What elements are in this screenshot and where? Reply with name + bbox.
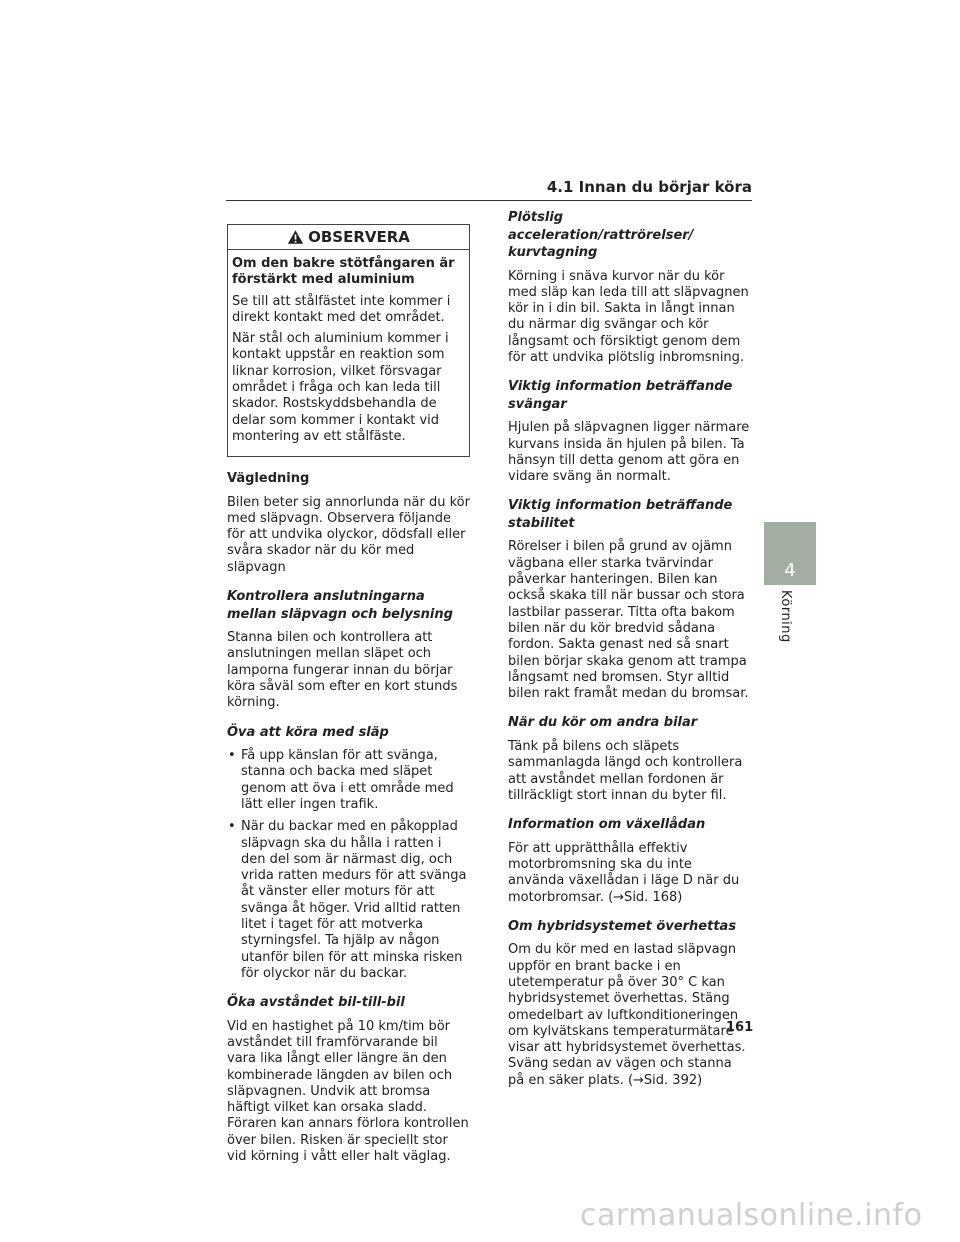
- body-paragraph: För att upprätthålla effektiv motorbromsning ska du inte använda växellådan i läge D när du motorbromsar. (→Sid. 168): [508, 840, 740, 905]
- warning-paragraph: När stål och aluminium kommer i kontakt uppstår en reaktion som liknar korrosion, vilket försvagar området i fråga och kan leda till skador. Rostskyddsbehandla de delar som kommer i kontakt vid montering av ett stålfäste.: [232, 331, 449, 444]
- subheading: När du kör om andra bilar: [508, 715, 698, 731]
- body-paragraph: Vid en hastighet på 10 km/tim bör avståndet till framförvarande bil vara lika långt eller längre än den kombinerade längden av bilen och släpvagnen. Undvik att bromsa häftigt vilket kan orsaka sladd. Föraren kan annars förlora kontrollen över bilen. Risken är speciellt stor vid körning i vått eller halt väglag.: [227, 1018, 469, 1165]
- body-paragraph: Körning i snäva kurvor när du kör med släp kan leda till att släpvagnen kör in i din bil. Sakta in långt innan du närmar dig svängar och kör långsamt och försiktigt genom dem för att undvika plötslig inbromsning.: [508, 268, 749, 365]
- right-column: [508, 209, 754, 1094]
- body-paragraph: Hjulen på släpvagnen ligger närmare kurvans insida än hjulen på bilen. Ta hänsyn till detta genom att göra en vidare sväng än normalt.: [508, 420, 750, 485]
- chapter-number: 4: [784, 560, 796, 581]
- subheading: Information om växellådan: [508, 817, 706, 833]
- section-title: Vägledning: [227, 471, 310, 487]
- section-header-title: 4.1 Innan du börjar köra: [546, 178, 752, 196]
- subheading: Viktig information beträffande svängar: [508, 379, 733, 412]
- body-paragraph: Rörelser i bilen på grund av ojämn vägbana eller starka tvärvindar påverkar hanteringen. Bilen kan också skaka till när bussar och stora lastbilar passerar. Titta ofta bakom bilen när du kör bredvid sådana fordon. Sakta genast ned så snart bilen börjar skaka genom att trampa långsamt ned bromsen. Styr alltid bilen rakt framåt medan du bromsar.: [508, 539, 749, 702]
- subheading: Om hybridsystemet överhettas: [508, 918, 737, 934]
- chapter-label-container: [764, 590, 816, 690]
- subheading: Öka avståndet bil-till-bil: [227, 995, 405, 1011]
- left-column: [227, 224, 470, 1170]
- intro-paragraph: Bilen beter sig annorlunda när du kör med släpvagn. Observera följande för att undvika olyckor, dödsfall eller svåra skador när du kör med släpvagn: [227, 494, 470, 575]
- watermark: carmanualsonline.info: [580, 1198, 923, 1233]
- warning-paragraph: Se till att stålfästet inte kommer i direkt kontakt med det området.: [232, 293, 451, 325]
- warning-triangle-icon: [287, 229, 304, 245]
- chapter-tab: [764, 522, 816, 585]
- warning-title: OBSERVERA: [308, 227, 410, 246]
- bullet-list: [227, 748, 470, 982]
- page-header: [226, 178, 752, 201]
- warning-header: [228, 225, 469, 250]
- body-paragraph: Tänk på bilens och släpets sammanlagda längd och kontrollera att avståndet mellan fordonen är tillräckligt stort innan du byter fil.: [508, 738, 743, 803]
- subheading: Plötslig acceleration/rattrörelser/ kurvtagning: [508, 210, 694, 260]
- subheading: Kontrollera anslutningarna mellan släpvagn och belysning: [227, 589, 453, 622]
- body-paragraph: Stanna bilen och kontrollera att anslutningen mellan släpet och lamporna fungerar innan du börjar köra såväl som efter en kort stunds körning.: [227, 630, 458, 711]
- body-paragraph: Om du kör med en lastad släpvagn uppför en brant backe i en utetemperatur på över 30° C kan hybridsystemet överhettas. Stäng omedelbart av luftkonditioneringen om kylvätskans temperaturmätare visar att hybridsystemet överhettas. Sväng sedan av vägen och stanna på en säker plats. (→Sid. 392): [508, 942, 746, 1088]
- warning-body: [228, 250, 469, 445]
- warning-box: [227, 224, 470, 457]
- page-number: 161: [726, 1020, 754, 1035]
- subheading: Öva att köra med släp: [227, 724, 389, 740]
- list-item: • Få upp känslan för att svänga, stanna och backa med släpet genom att öva i ett område med lätt eller ingen trafik.: [227, 748, 470, 813]
- list-item: • När du backar med en påkopplad släpvagn ska du hålla i ratten i den del som är närmast dig, och vrida ratten medurs för att svänga åt vänster eller moturs för att svänga åt höger. Vrid alltid ratten litet i taget för att motverka styrningsfel. Ta hjälp av någon utanför bilen för att minska risken för olyckor när du backar.: [227, 819, 470, 982]
- subheading: Viktig information beträffande stabilitet: [508, 498, 733, 531]
- warning-heading: Om den bakre stötfångaren är förstärkt med aluminium: [232, 256, 455, 288]
- chapter-label: Körning: [778, 590, 793, 643]
